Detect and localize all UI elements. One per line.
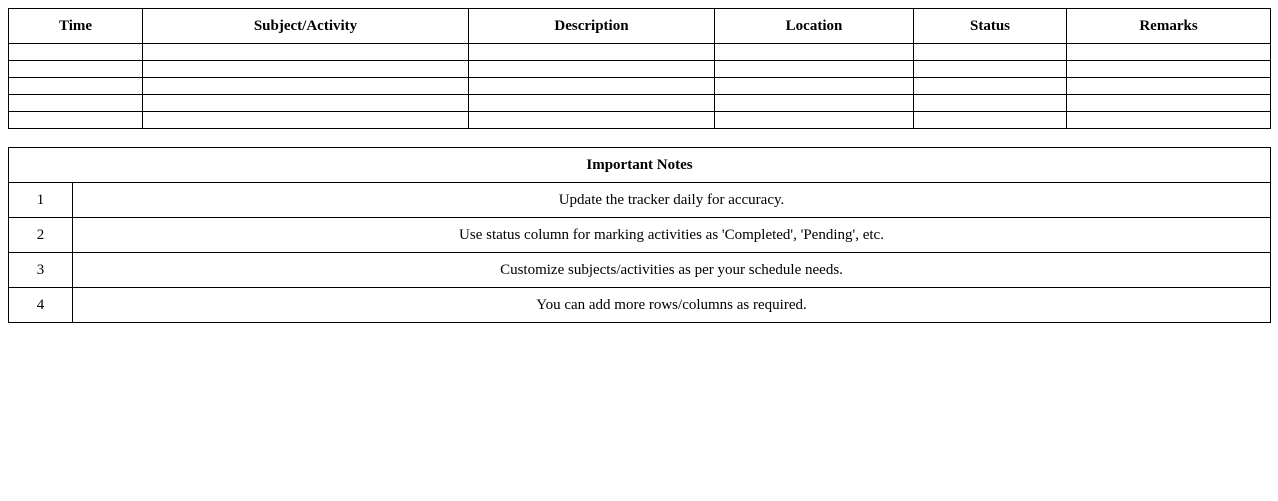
- header-subject-activity: Subject/Activity: [143, 9, 469, 44]
- note-number: 1: [9, 183, 73, 218]
- subject-activity-cell[interactable]: [143, 78, 469, 95]
- location-cell[interactable]: [715, 78, 914, 95]
- header-remarks: Remarks: [1067, 9, 1271, 44]
- status-cell[interactable]: [914, 112, 1067, 129]
- header-time: Time: [9, 9, 143, 44]
- header-description: Description: [469, 9, 715, 44]
- remarks-cell[interactable]: [1067, 44, 1271, 61]
- description-cell[interactable]: [469, 95, 715, 112]
- time-cell[interactable]: [9, 95, 143, 112]
- notes-table: [8, 147, 1271, 323]
- notes-title: Important Notes: [9, 148, 1271, 183]
- tracker-header-row: [9, 9, 1271, 44]
- subject-activity-cell[interactable]: [143, 95, 469, 112]
- location-cell[interactable]: [715, 112, 914, 129]
- note-text: Update the tracker daily for accuracy.: [73, 183, 1271, 218]
- remarks-cell[interactable]: [1067, 78, 1271, 95]
- remarks-cell[interactable]: [1067, 61, 1271, 78]
- description-cell[interactable]: [469, 44, 715, 61]
- status-cell[interactable]: [914, 44, 1067, 61]
- time-cell[interactable]: [9, 78, 143, 95]
- status-cell[interactable]: [914, 95, 1067, 112]
- description-cell[interactable]: [469, 61, 715, 78]
- remarks-cell[interactable]: [1067, 112, 1271, 129]
- table-row: [9, 61, 1271, 78]
- time-cell[interactable]: [9, 44, 143, 61]
- header-status: Status: [914, 9, 1067, 44]
- subject-activity-cell[interactable]: [143, 61, 469, 78]
- tracker-table: [8, 8, 1271, 129]
- note-number: 3: [9, 253, 73, 288]
- note-text: Use status column for marking activities as 'Completed', 'Pending', etc.: [73, 218, 1271, 253]
- note-number: 4: [9, 288, 73, 323]
- remarks-cell[interactable]: [1067, 95, 1271, 112]
- location-cell[interactable]: [715, 44, 914, 61]
- description-cell[interactable]: [469, 112, 715, 129]
- status-cell[interactable]: [914, 78, 1067, 95]
- location-cell[interactable]: [715, 95, 914, 112]
- notes-header-row: [9, 148, 1271, 183]
- table-row: [9, 78, 1271, 95]
- subject-activity-cell[interactable]: [143, 112, 469, 129]
- note-row: [9, 288, 1271, 323]
- note-text: You can add more rows/columns as required.: [73, 288, 1271, 323]
- subject-activity-cell[interactable]: [143, 44, 469, 61]
- note-number: 2: [9, 218, 73, 253]
- table-row: [9, 44, 1271, 61]
- note-text: Customize subjects/activities as per your schedule needs.: [73, 253, 1271, 288]
- description-cell[interactable]: [469, 78, 715, 95]
- note-row: [9, 253, 1271, 288]
- time-cell[interactable]: [9, 112, 143, 129]
- note-row: [9, 183, 1271, 218]
- header-location: Location: [715, 9, 914, 44]
- table-row: [9, 112, 1271, 129]
- time-cell[interactable]: [9, 61, 143, 78]
- location-cell[interactable]: [715, 61, 914, 78]
- table-row: [9, 95, 1271, 112]
- note-row: [9, 218, 1271, 253]
- status-cell[interactable]: [914, 61, 1067, 78]
